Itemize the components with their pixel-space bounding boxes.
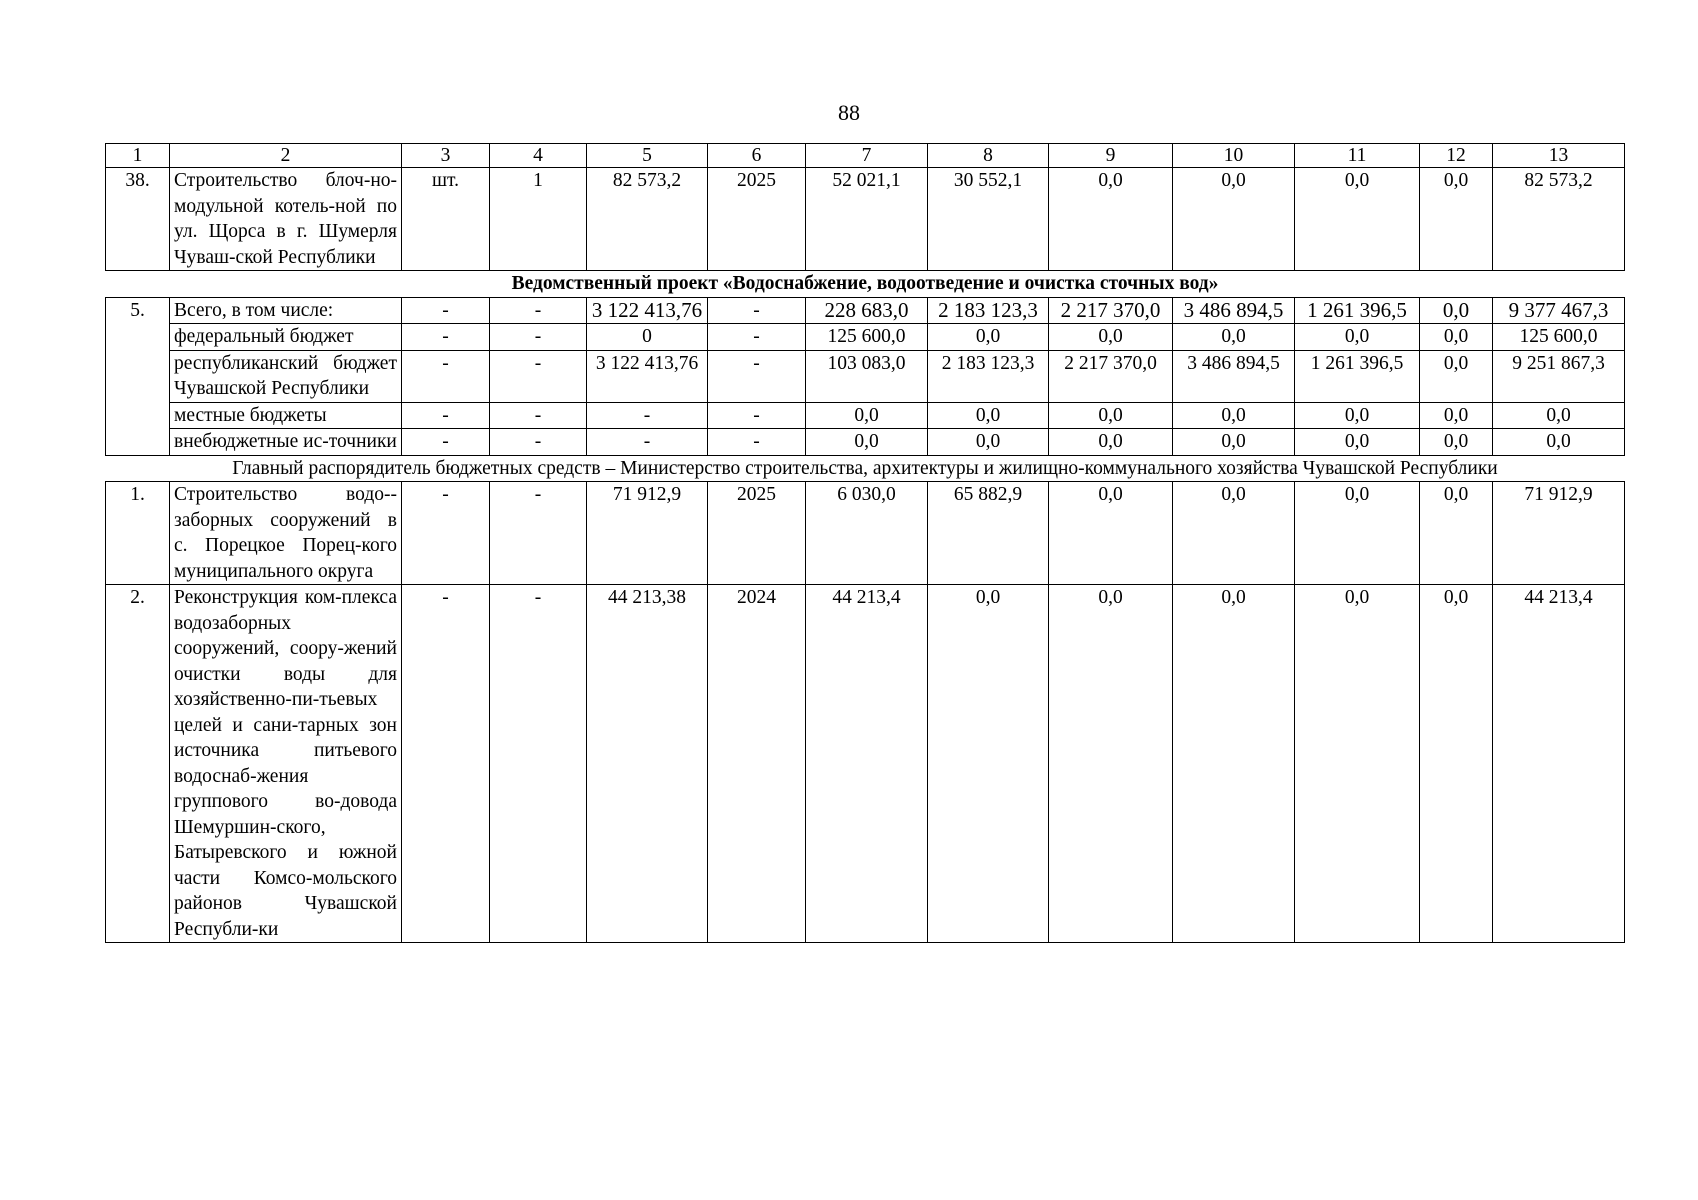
table-row [106, 429, 1625, 456]
table-cell: 0,0 [928, 585, 1049, 943]
table-cell: 6 030,0 [806, 482, 928, 585]
table-cell: 0,0 [1420, 402, 1493, 429]
table-cell: - [587, 402, 708, 429]
table-cell: 2 183 123,3 [928, 350, 1049, 402]
table-cell: - [402, 585, 490, 943]
table-cell: 0,0 [1049, 402, 1173, 429]
year-cell: 2025 [708, 168, 806, 271]
object-name: Реконструкция ком-плекса водозаборных сооружений, соору-жений очистки воды для хозяйственно-пи-тьевых целей и сани-тарных зон источника питьевого водоснаб-жения группового во-довода Шемуршин-ского, Батыревского и южной части Комсо-мольского районов Чувашской Республи-ки [170, 585, 402, 943]
header-cell: 8 [928, 144, 1049, 168]
table-cell: 0,0 [1493, 429, 1625, 456]
table-cell: 3 122 413,76 [587, 350, 708, 402]
table-cell: 0,0 [1295, 324, 1420, 351]
table-cell: - [708, 324, 806, 351]
budget-label: федеральный бюджет [170, 324, 402, 351]
row-number: 1. [106, 482, 170, 585]
table-cell: - [490, 324, 587, 351]
header-cell: 9 [1049, 144, 1173, 168]
table-cell: 0,0 [1173, 324, 1295, 351]
cost-cell: 82 573,2 [587, 168, 708, 271]
table-cell: - [490, 429, 587, 456]
table-cell: 65 882,9 [928, 482, 1049, 585]
header-cell: 13 [1493, 144, 1625, 168]
header-cell: 5 [587, 144, 708, 168]
table-cell: - [708, 297, 806, 324]
table-cell: 9 251 867,3 [1493, 350, 1625, 402]
value-cell: 30 552,1 [928, 168, 1049, 271]
table-cell: - [708, 429, 806, 456]
header-cell: 12 [1420, 144, 1493, 168]
table-cell: 2025 [708, 482, 806, 585]
table-cell: 103 083,0 [806, 350, 928, 402]
table-cell: 9 377 467,3 [1493, 297, 1625, 324]
table-cell: 0,0 [1420, 350, 1493, 402]
table-cell: 0,0 [1420, 482, 1493, 585]
header-cell: 3 [402, 144, 490, 168]
table-cell: 0 [587, 324, 708, 351]
table-cell: 3 486 894,5 [1173, 297, 1295, 324]
table-cell: - [708, 402, 806, 429]
table-cell: 228 683,0 [806, 297, 928, 324]
table-cell: 0,0 [1420, 297, 1493, 324]
header-cell: 10 [1173, 144, 1295, 168]
table-cell: 0,0 [1173, 482, 1295, 585]
table-cell: 125 600,0 [1493, 324, 1625, 351]
table-cell: - [490, 585, 587, 943]
table-cell: 0,0 [1173, 429, 1295, 456]
table-cell: - [490, 482, 587, 585]
value-cell: 0,0 [1295, 168, 1420, 271]
section-row [106, 271, 1625, 298]
table-row [106, 402, 1625, 429]
table-cell: 44 213,38 [587, 585, 708, 943]
row-number: 38. [106, 168, 170, 271]
table-cell: 0,0 [1173, 585, 1295, 943]
table-cell: 125 600,0 [806, 324, 928, 351]
table-cell: 0,0 [1420, 585, 1493, 943]
table-row-38 [106, 168, 1625, 271]
header-cell: 2 [170, 144, 402, 168]
budget-label: внебюджетные ис-точники [170, 429, 402, 456]
table-cell: 0,0 [1295, 482, 1420, 585]
page-number: 88 [838, 100, 860, 125]
table-cell: 0,0 [1049, 429, 1173, 456]
value-cell: 52 021,1 [806, 168, 928, 271]
table-cell: 1 261 396,5 [1295, 350, 1420, 402]
header-cell: 11 [1295, 144, 1420, 168]
table-row [106, 350, 1625, 402]
table-cell: - [402, 482, 490, 585]
header-cell: 4 [490, 144, 587, 168]
table-cell: 0,0 [1420, 324, 1493, 351]
table-row [106, 482, 1625, 585]
value-cell: 0,0 [1420, 168, 1493, 271]
table-cell: 71 912,9 [1493, 482, 1625, 585]
header-row [106, 144, 1625, 168]
table-cell: 0,0 [1049, 585, 1173, 943]
table-cell: 71 912,9 [587, 482, 708, 585]
row-number: 5. [106, 297, 170, 455]
table-cell: - [490, 297, 587, 324]
value-cell: 0,0 [1049, 168, 1173, 271]
table-cell: - [402, 324, 490, 351]
budget-table [105, 143, 1625, 943]
quantity-cell: 1 [490, 168, 587, 271]
table-row [106, 324, 1625, 351]
table-cell: - [490, 402, 587, 429]
budget-label: республиканский бюджет Чувашской Республики [170, 350, 402, 402]
table-cell: 44 213,4 [806, 585, 928, 943]
table-cell: 0,0 [1295, 585, 1420, 943]
table-cell: 0,0 [1049, 324, 1173, 351]
table-cell: - [587, 429, 708, 456]
table-cell: 0,0 [806, 402, 928, 429]
table-cell: - [402, 429, 490, 456]
table-cell: 0,0 [928, 429, 1049, 456]
table-cell: 1 261 396,5 [1295, 297, 1420, 324]
section-title: Ведомственный проект «Водоснабжение, водоотведение и очистка сточных вод» [106, 271, 1625, 298]
table-cell: 0,0 [1295, 429, 1420, 456]
table-cell: 0,0 [1420, 429, 1493, 456]
table-cell: 0,0 [1493, 402, 1625, 429]
unit-cell: шт. [402, 168, 490, 271]
distributor-row [106, 455, 1625, 482]
distributor-title: Главный распорядитель бюджетных средств – Министерство строительства, архитектуры и жилищно-коммунального хозяйства Чувашской Республики [106, 455, 1625, 482]
table-cell: - [708, 350, 806, 402]
table-cell: 3 486 894,5 [1173, 350, 1295, 402]
table-cell: 44 213,4 [1493, 585, 1625, 943]
table-cell: - [402, 402, 490, 429]
table-cell: 0,0 [1295, 402, 1420, 429]
table-row [106, 297, 1625, 324]
table-cell: 2 217 370,0 [1049, 297, 1173, 324]
table-cell: - [490, 350, 587, 402]
header-cell: 7 [806, 144, 928, 168]
table-row [106, 585, 1625, 943]
budget-label: местные бюджеты [170, 402, 402, 429]
row-number: 2. [106, 585, 170, 943]
table-cell: 2024 [708, 585, 806, 943]
table-cell: 0,0 [928, 402, 1049, 429]
table-cell: 0,0 [806, 429, 928, 456]
budget-label: Всего, в том числе: [170, 297, 402, 324]
table-cell: 0,0 [1049, 482, 1173, 585]
header-cell: 6 [708, 144, 806, 168]
header-cell: 1 [106, 144, 170, 168]
table-cell: - [402, 297, 490, 324]
object-name: Строительство блоч-но-модульной котель-ной по ул. Щорса в г. Шумерля Чуваш-ской Республики [170, 168, 402, 271]
table-cell: 2 183 123,3 [928, 297, 1049, 324]
table-cell: 2 217 370,0 [1049, 350, 1173, 402]
table-cell: 3 122 413,76 [587, 297, 708, 324]
table-cell: 0,0 [1173, 402, 1295, 429]
table-cell: 0,0 [928, 324, 1049, 351]
value-cell: 0,0 [1173, 168, 1295, 271]
table-cell: - [402, 350, 490, 402]
object-name: Строительство водо-заборных сооружений в с. Порецкое Порец-кого муниципального округа [170, 482, 402, 585]
total-cell: 82 573,2 [1493, 168, 1625, 271]
